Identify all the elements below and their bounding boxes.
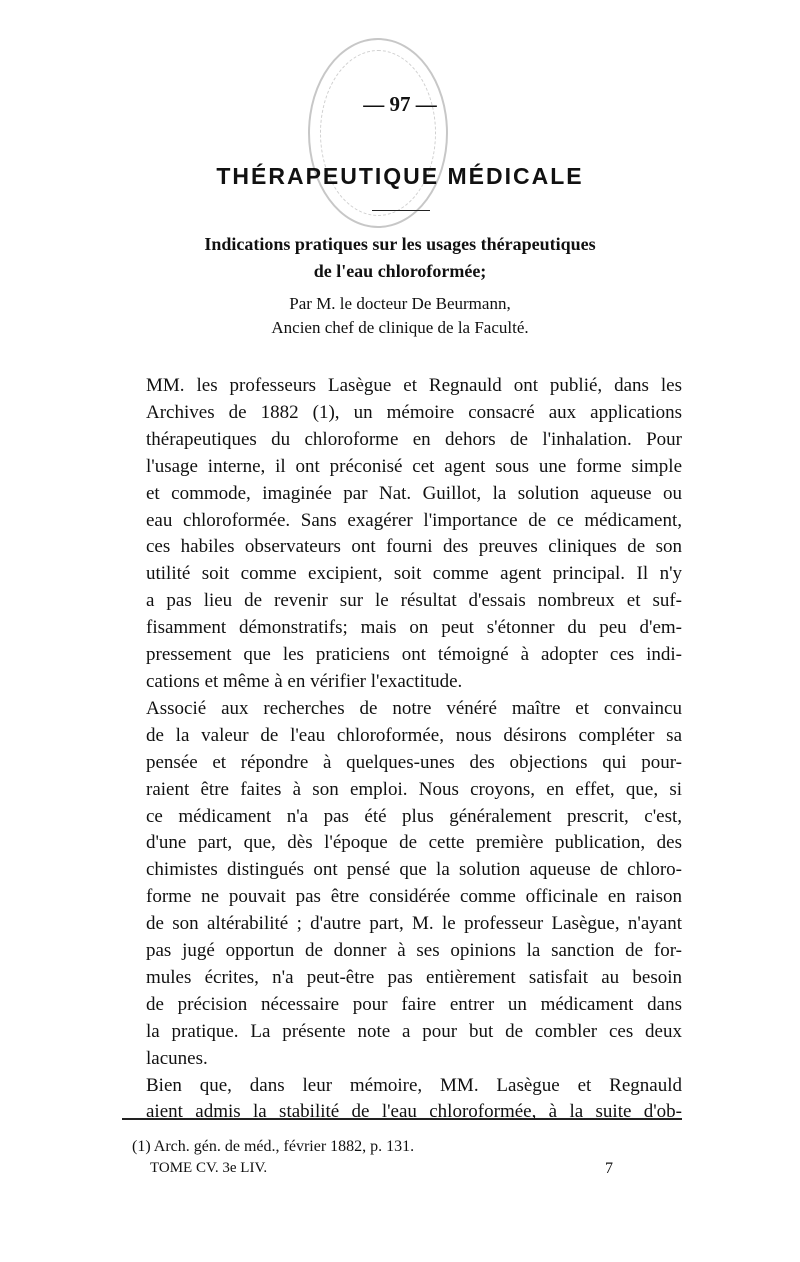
footnote-divider (122, 1118, 682, 1120)
paragraph-2 (122, 696, 682, 1073)
text-line: lacunes. (146, 1047, 208, 1069)
text-line: Archives de 1882 (1), un mémoire consacré aux applications (146, 401, 682, 423)
text-line: eau chloroformée. Sans exagérer l'importance de ce médicament, (146, 509, 682, 531)
library-stamp (308, 38, 448, 228)
author-affiliation: Ancien chef de clinique de la Faculté. (271, 318, 529, 337)
body-text (122, 373, 682, 1126)
text-line: a pas lieu de revenir sur le résultat d'essais nombreux et suf- (146, 590, 682, 612)
text-line: pas jugé opportun de donner à ses opinions la sanction de for- (146, 940, 682, 962)
text-line: l'usage interne, il ont préconisé cet agent sous une forme simple (146, 455, 682, 477)
text-line: ces habiles observateurs ont fourni des preuves cliniques de son (146, 536, 682, 558)
text-line: ce médicament n'a pas été plus généralement prescrit, c'est, (146, 805, 682, 827)
title-divider (372, 210, 430, 211)
text-line: forme ne pouvait pas être considérée comme officinale en raison (146, 886, 682, 908)
text-line: MM. les professeurs Lasègue et Regnauld ont publié, dans les (146, 375, 682, 396)
text-line: de précision nécessaire pour faire entrer un médicament dans (146, 993, 682, 1015)
text-line: pensée et répondre à quelques-unes des objections qui pour- (146, 751, 682, 773)
text-line: raient être faites à son emploi. Nous croyons, en effet, que, si (146, 778, 682, 800)
page-number: — 97 — (363, 92, 437, 116)
text-line: pressement que les praticiens ont témoigné à adopter ces indi- (146, 644, 682, 666)
text-line: la pratique. La présente note a pour but de combler ces deux (146, 1020, 682, 1042)
text-line: et commode, imaginée par Nat. Guillot, la solution aqueuse ou (146, 482, 682, 504)
text-line: cations et même à en vérifier l'exactitude. (146, 670, 463, 692)
printer-signature: TOME CV. 3e LIV. (150, 1160, 268, 1176)
text-line: utilité soit comme excipient, soit comme agent principal. Il n'y (146, 563, 682, 585)
text-line: aient admis la stabilité de l'eau chloroformée, à la suite d'ob- (146, 1101, 682, 1123)
section-title: THÉRAPEUTIQUE MÉDICALE (216, 163, 584, 189)
text-line: Bien que, dans leur mémoire, MM. Lasègue et Regnauld (146, 1074, 682, 1096)
article-title-line-2: de l'eau chloroformée; (313, 261, 487, 281)
text-line: chimistes distingués ont pensé que la solution aqueuse de chloro- (146, 859, 682, 881)
text-line: thérapeutiques du chloroforme en dehors de l'inhalation. Pour (146, 428, 682, 450)
text-line: fisamment démonstratifs; mais on peut s'étonner du peu d'em- (146, 617, 682, 639)
article-title-line-1: Indications pratiques sur les usages thérapeutiques (204, 234, 596, 254)
text-line: mules écrites, n'a peut-être pas entièrement satisfait au besoin (146, 966, 682, 988)
text-line: Associé aux recherches de notre vénéré maître et convaincu (146, 697, 682, 719)
signature-mark: 7 (605, 1160, 613, 1177)
paragraph-1 (122, 373, 682, 696)
footnote: (1) Arch. gén. de méd., février 1882, p. 131. (132, 1138, 415, 1155)
text-line: de la valeur de l'eau chloroformée, nous désirons compléter sa (146, 724, 682, 746)
author-byline: Par M. le docteur De Beurmann, (289, 294, 511, 313)
text-line: d'une part, que, dès l'époque de cette première publication, des (146, 832, 682, 854)
text-line: de son altérabilité ; d'autre part, M. le professeur Lasègue, n'ayant (146, 913, 682, 935)
